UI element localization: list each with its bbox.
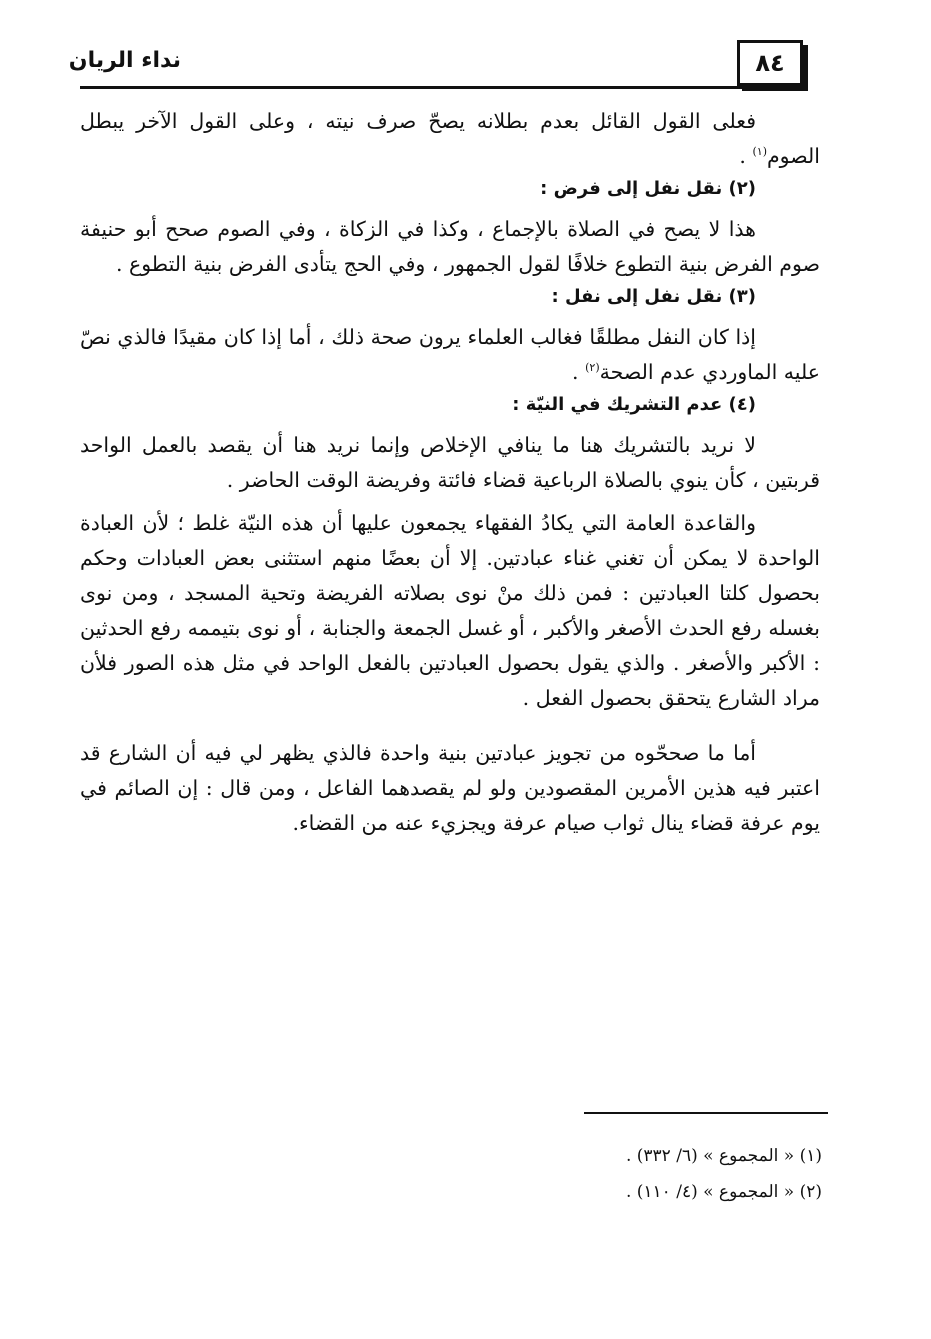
paragraph-3-end: . [572,360,586,384]
paragraph-1-end: . [739,144,753,168]
header-rule [80,86,805,89]
paragraph-1-text: فعلى القول القائل بعدم بطلانه يصحّ صرف نيته ، وعلى القول الآخر يبطل الصوم [80,109,820,168]
paragraph-3-text: إذا كان النفل مطلقًا فغالب العلماء يرون صحة ذلك ، أما إذا كان مقيدًا فالذي نصّ عليه الماوردي عدم الصحة [80,325,820,384]
paragraph-1 [80,104,820,174]
paragraph-6: أما ما صححّوه من تجويز عبادتين بنية واحدة فالذي يظهر لي فيه أن الشارع قد اعتبر فيه هذين الأمرين المقصودين ولو لم يقصدهما الفاعل ، ومن قال : إن الصائم في يوم عرفة قضاء ينال ثواب صيام عرفة ويجزيء عنه من القضاء. [80,741,820,835]
paragraph-3 [80,320,820,390]
paragraph-4: لا نريد بالتشريك هنا ما ينافي الإخلاص وإنما نريد هنا أن يقصد بالعمل الواحد قربتين ، كأن ينوي بالصلاة الرباعية قضاء فائتة وفريضة الوقت الحاضر . [80,433,820,492]
footnote-1: (١) « المجموع » (٦/ ٣٣٢) . [625,1146,822,1166]
running-title: نداء الريان [68,48,181,73]
footnote-ref-2: (٢) [585,361,600,375]
footnote-2: (٢) « المجموع » (٤/ ١١٠) . [625,1182,822,1202]
main-text [80,104,820,841]
paragraph-5: والقاعدة العامة التي يكادُ الفقهاء يجمعون عليها أن هذه النيّة غلط ؛ لأن العبادة الواحدة لا يمكن أن تغني غناء عبادتين. إلا أن بعضًا منهم استثنى بعض العبادات وحكم بحصول كلتا العبادتين : فمن ذلك منْ نوى بصلاته الفريضة وتحية المسجد ، ومن نوى بغسله رفع الحدث الأصغر والأكبر ، أو غسل الجمعة والجنابة ، أو نوى بتيممه رفع الحدثين : الأكبر والأصغر . والذي يقول بحصول العبادتين بالفعل الواحد في مثل هذه الصور فلأن مراد الشارع يتحقق بحصول الفعل . [80,511,820,710]
footnotes [500,1138,822,1210]
paragraph-2: هذا لا يصح في الصلاة بالإجماع ، وكذا في الزكاة ، وفي الصوم صحح أبو حنيفة صوم الفرض بنية التطوع خلافًا لقول الجمهور ، وفي الحج يتأدى الفرض بنية التطوع . [80,217,820,276]
footnote-rule [584,1112,828,1114]
heading-2: (٢) نقل نفل إلى فرض : [540,178,756,199]
footnote-ref-1: (١) [752,145,767,159]
heading-4: (٤) عدم التشريك في النيّة : [512,394,756,415]
page-number: ٨٤ [737,40,803,86]
heading-3: (٣) نقل نفل إلى نفل : [551,286,756,307]
